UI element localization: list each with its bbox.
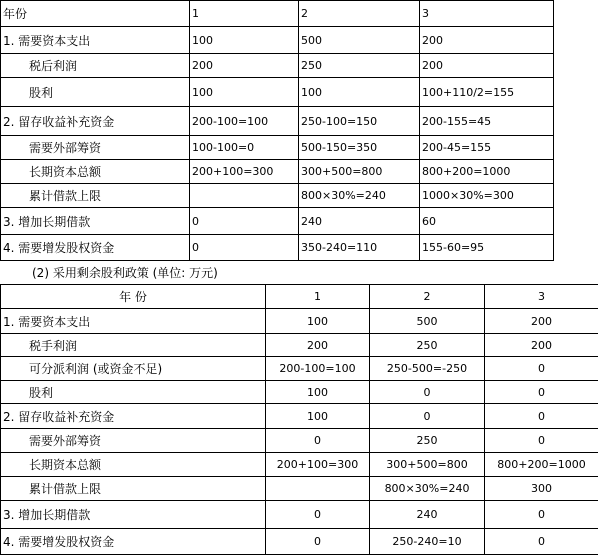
value-cell: 300+500=800	[299, 160, 420, 184]
value-cell: 100+110/2=155	[420, 78, 554, 107]
header-year-cell: 3	[485, 285, 598, 309]
row-label-cell: 3. 增加长期借款	[1, 208, 190, 235]
table-row	[1, 27, 554, 54]
row-label-cell: 股利	[1, 78, 190, 107]
table-row	[1, 78, 554, 107]
table-row	[1, 429, 598, 453]
value-cell: 800+200=1000	[420, 160, 554, 184]
table-row	[1, 235, 554, 261]
value-cell: 800×30%=240	[370, 477, 485, 501]
value-cell	[266, 477, 370, 501]
value-cell: 250-240=10	[370, 529, 485, 555]
header-year-cell: 2	[299, 1, 420, 27]
value-cell: 250-500=-250	[370, 357, 485, 381]
value-cell: 300+500=800	[370, 453, 485, 477]
row-label-cell: 1. 需要资本支出	[1, 309, 266, 334]
value-cell: 200	[420, 27, 554, 54]
header-row	[1, 1, 554, 27]
value-cell: 250	[370, 334, 485, 357]
value-cell: 100	[266, 381, 370, 404]
value-cell: 200	[485, 334, 598, 357]
value-cell	[190, 184, 299, 208]
header-year-cell: 1	[190, 1, 299, 27]
table-row	[1, 208, 554, 235]
row-label-cell: 4. 需要增发股权资金	[1, 529, 266, 555]
value-cell: 0	[370, 404, 485, 429]
row-label-cell: 可分派利润 (或资金不足)	[1, 357, 266, 381]
row-label-cell: 累计借款上限	[1, 477, 266, 501]
value-cell: 200-100=100	[190, 107, 299, 136]
value-cell: 200-100=100	[266, 357, 370, 381]
row-label-cell: 股利	[1, 381, 266, 404]
value-cell: 0	[485, 529, 598, 555]
value-cell: 200+100=300	[266, 453, 370, 477]
row-label-cell: 累计借款上限	[1, 184, 190, 208]
header-label-cell: 年份	[1, 1, 190, 27]
row-label-cell: 3. 增加长期借款	[1, 501, 266, 529]
value-cell: 250	[370, 429, 485, 453]
value-cell: 200+100=300	[190, 160, 299, 184]
table-row	[1, 107, 554, 136]
value-cell: 100	[299, 78, 420, 107]
table-row	[1, 309, 598, 334]
table-row	[1, 357, 598, 381]
table-row	[1, 501, 598, 529]
value-cell: 350-240=110	[299, 235, 420, 261]
table-constant-dividend	[0, 0, 554, 261]
value-cell: 250	[299, 54, 420, 78]
value-cell: 500-150=350	[299, 136, 420, 160]
value-cell: 1000×30%=300	[420, 184, 554, 208]
row-label-cell: 需要外部筹资	[1, 429, 266, 453]
row-label-cell: 税后利润	[1, 54, 190, 78]
value-cell: 800+200=1000	[485, 453, 598, 477]
value-cell: 0	[266, 501, 370, 529]
value-cell: 500	[299, 27, 420, 54]
value-cell: 0	[370, 381, 485, 404]
value-cell: 0	[485, 404, 598, 429]
value-cell: 200	[190, 54, 299, 78]
value-cell: 0	[266, 529, 370, 555]
value-cell: 0	[485, 381, 598, 404]
value-cell: 0	[485, 357, 598, 381]
table-row	[1, 184, 554, 208]
table-row	[1, 136, 554, 160]
value-cell: 0	[485, 501, 598, 529]
row-label-cell: 2. 留存收益补充资金	[1, 107, 190, 136]
value-cell: 100	[266, 404, 370, 429]
row-label-cell: 税手利润	[1, 334, 266, 357]
value-cell: 200-155=45	[420, 107, 554, 136]
value-cell: 0	[190, 208, 299, 235]
value-cell: 0	[266, 429, 370, 453]
value-cell: 0	[190, 235, 299, 261]
value-cell: 100	[266, 309, 370, 334]
table-row	[1, 54, 554, 78]
header-year-cell: 1	[266, 285, 370, 309]
row-label-cell: 需要外部筹资	[1, 136, 190, 160]
table-row	[1, 453, 598, 477]
header-label-cell: 年 份	[1, 285, 266, 309]
row-label-cell: 4. 需要增发股权资金	[1, 235, 190, 261]
table-row	[1, 477, 598, 501]
table-row	[1, 381, 598, 404]
value-cell: 100-100=0	[190, 136, 299, 160]
value-cell: 240	[299, 208, 420, 235]
value-cell: 100	[190, 27, 299, 54]
table-row	[1, 334, 598, 357]
header-year-cell: 3	[420, 1, 554, 27]
value-cell: 240	[370, 501, 485, 529]
value-cell: 155-60=95	[420, 235, 554, 261]
value-cell: 200	[485, 309, 598, 334]
value-cell: 0	[485, 429, 598, 453]
value-cell: 200	[266, 334, 370, 357]
value-cell: 200	[420, 54, 554, 78]
table-caption: (2) 采用剩余股利政策 (单位: 万元)	[32, 266, 218, 280]
value-cell: 100	[190, 78, 299, 107]
row-label-cell: 长期资本总额	[1, 453, 266, 477]
value-cell: 250-100=150	[299, 107, 420, 136]
value-cell: 500	[370, 309, 485, 334]
table-row	[1, 160, 554, 184]
table-row	[1, 529, 598, 555]
value-cell: 60	[420, 208, 554, 235]
table-residual-dividend	[0, 284, 598, 555]
row-label-cell: 1. 需要资本支出	[1, 27, 190, 54]
header-year-cell: 2	[370, 285, 485, 309]
value-cell: 300	[485, 477, 598, 501]
header-row	[1, 285, 598, 309]
row-label-cell: 长期资本总额	[1, 160, 190, 184]
row-label-cell: 2. 留存收益补充资金	[1, 404, 266, 429]
table-row	[1, 404, 598, 429]
value-cell: 200-45=155	[420, 136, 554, 160]
value-cell: 800×30%=240	[299, 184, 420, 208]
